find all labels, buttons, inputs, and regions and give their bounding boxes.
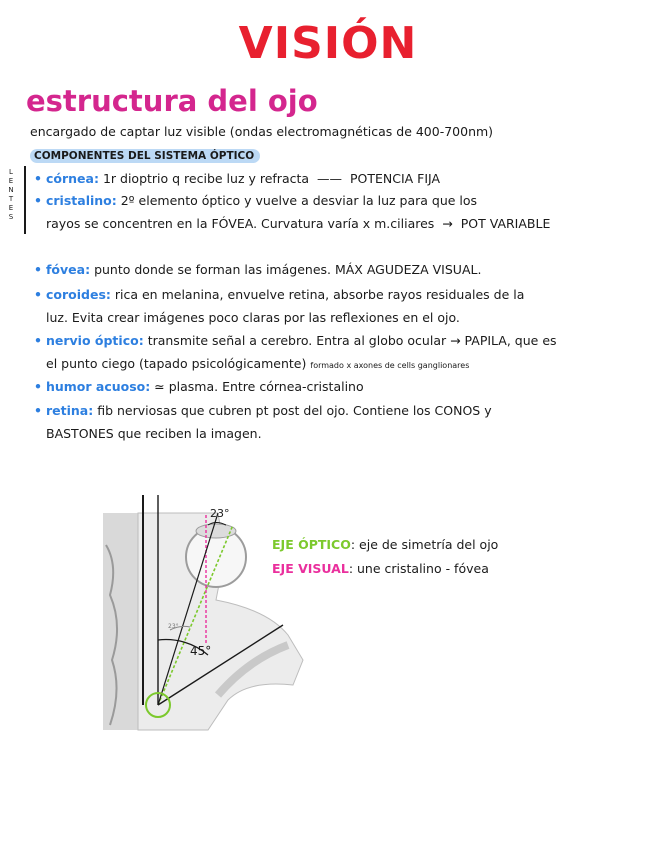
term-nervio: nervio óptico:	[45, 333, 144, 348]
lens-line-continuation	[46, 215, 550, 233]
legend-visual-axis	[272, 561, 489, 576]
angle-label-small: 23°	[168, 623, 179, 630]
lens-text: 1r dioptrio q recibe luz y refracta	[102, 171, 310, 186]
visual-axis-text: : une cristalino - fóvea	[348, 561, 489, 576]
item-nervio	[34, 332, 557, 350]
skull-bone	[103, 513, 138, 730]
item-nervio-cont	[46, 355, 469, 375]
angle-label-top: 23°	[210, 507, 230, 520]
item-text: BASTONES que reciben la imagen.	[46, 426, 262, 441]
term-cornea: córnea:	[45, 171, 99, 186]
item-text: ≃ plasma. Entre córnea-cristalino	[154, 379, 364, 394]
item-text: fib nerviosas que cubren pt post del ojo. Contiene los CONOS y	[97, 403, 492, 418]
arrow-icon: →	[438, 216, 457, 231]
section-title: estructura del ojo	[26, 84, 318, 118]
item-fovea	[34, 261, 481, 279]
bullet-icon: •	[34, 379, 42, 394]
eye-axes-diagram	[98, 485, 308, 735]
term-retina: retina:	[45, 403, 94, 418]
lens-line-cornea	[34, 170, 440, 188]
item-humor	[34, 378, 364, 396]
lens-text: rayos se concentren en la FÓVEA. Curvatura varía x m.ciliares	[46, 216, 435, 231]
item-coroides-cont	[46, 309, 460, 327]
item-text: transmite señal a cerebro. Entra al globo ocular → PAPILA, que es	[147, 333, 557, 348]
term-humor: humor acuoso:	[45, 379, 151, 394]
page-title: VISIÓN	[238, 18, 418, 69]
legend-optic-axis	[272, 537, 498, 552]
bullet-icon: •	[34, 262, 42, 277]
item-retina-cont	[46, 425, 262, 443]
arrow-icon: ——	[313, 171, 346, 186]
optic-axis-text: : eje de simetría del ojo	[350, 537, 499, 552]
term-fovea: fóvea:	[45, 262, 91, 277]
item-text: el punto ciego (tapado psicológicamente)	[46, 356, 307, 371]
optic-axis-label: EJE ÓPTICO	[272, 537, 351, 552]
lens-text: 2º elemento óptico y vuelve a desviar la luz para que los	[120, 193, 478, 208]
bullet-icon: •	[34, 193, 42, 208]
lens-line-cristalino	[34, 192, 477, 210]
item-small-note: formado x axones de cells ganglionares	[310, 361, 470, 370]
components-heading: COMPONENTES DEL SISTEMA ÓPTICO	[30, 149, 260, 163]
item-text: rica en melanina, envuelve retina, absorbe rayos residuales de la	[114, 287, 525, 302]
lens-tail: POT VARIABLE	[460, 216, 551, 231]
bullet-icon: •	[34, 287, 42, 302]
term-cristalino: cristalino:	[45, 193, 117, 208]
item-text: luz. Evita crear imágenes poco claras por las reflexiones en el ojo.	[46, 310, 460, 325]
intro-text: encargado de captar luz visible (ondas electromagnéticas de 400-700nm)	[30, 124, 494, 139]
visual-axis-label: EJE VISUAL	[272, 561, 349, 576]
term-coroides: coroides:	[45, 287, 111, 302]
lenses-side-label: L E N T E S	[8, 168, 14, 221]
cornea-lens	[196, 524, 236, 538]
bullet-icon: •	[34, 171, 42, 186]
item-retina	[34, 402, 492, 420]
bullet-icon: •	[34, 403, 42, 418]
bullet-icon: •	[34, 333, 42, 348]
item-coroides	[34, 286, 524, 304]
lenses-bracket	[24, 166, 26, 234]
item-text: punto donde se forman las imágenes. MÁX AGUDEZA VISUAL.	[94, 262, 482, 277]
lens-tail: POTENCIA FIJA	[349, 171, 441, 186]
angle-label-45: 45°	[190, 644, 212, 658]
